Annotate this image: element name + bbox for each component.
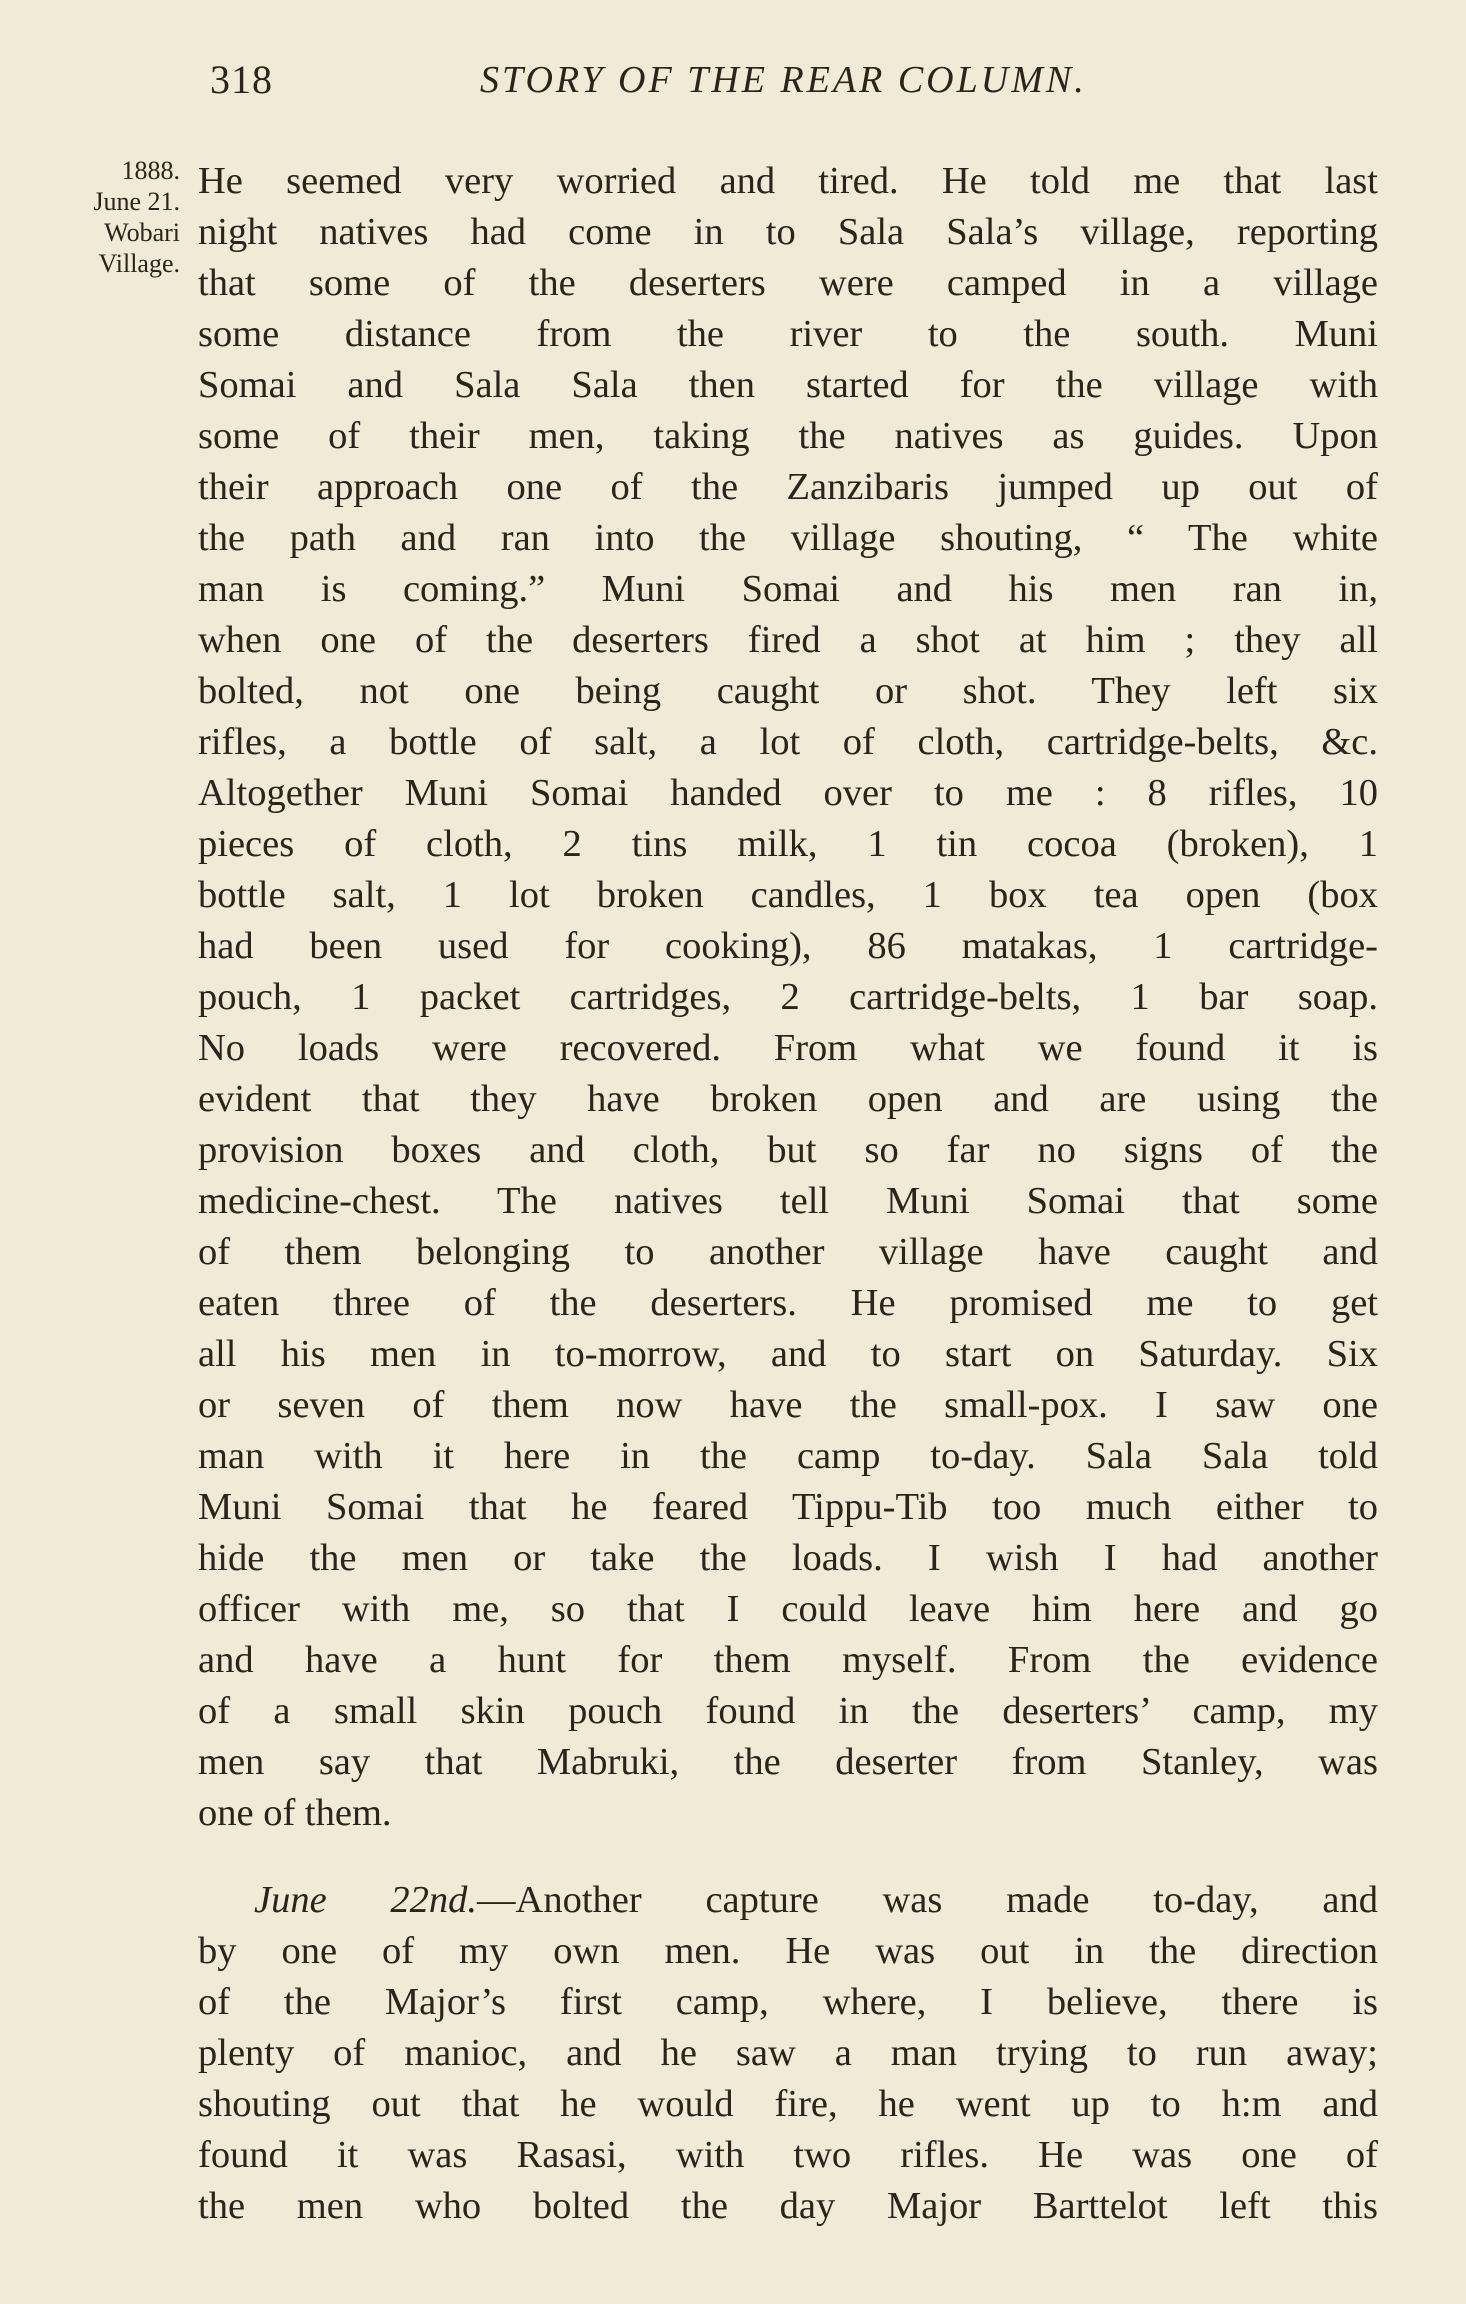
text-line: some of their men, taking the natives as guides. Upon — [198, 415, 1378, 457]
running-head — [210, 55, 1170, 105]
text-line: Altogether Muni Somai handed over to me : 8 rifles, 10 — [198, 772, 1378, 814]
text-line: men say that Mabruki, the deserter from Stanley, was — [198, 1741, 1378, 1783]
text-line — [198, 1875, 1378, 1926]
marginal-date: June 21. — [93, 187, 180, 216]
marginal-place-2: Village. — [98, 249, 180, 278]
text-line: eaten three of the deserters. He promised me to get — [198, 1282, 1378, 1324]
text-line: all his men in to-morrow, and to start on Saturday. Six — [198, 1333, 1378, 1375]
page-number: 318 — [210, 57, 273, 102]
text-line: and have a hunt for them myself. From the evidence — [198, 1639, 1378, 1681]
text-line: hide the men or take the loads. I wish I had another — [198, 1537, 1378, 1579]
body-text — [198, 156, 1378, 2232]
text-line: when one of the deserters fired a shot at him ; they all — [198, 619, 1378, 661]
marginal-note — [40, 155, 180, 279]
text-line: the path and ran into the village shouting, “ The white — [198, 517, 1378, 559]
text-line: man with it here in the camp to-day. Sala Sala told — [198, 1435, 1378, 1477]
text-line: that some of the deserters were camped in a village — [198, 262, 1378, 304]
marginal-year: 1888. — [121, 156, 180, 185]
text-line: of them belonging to another village have caught and — [198, 1231, 1378, 1273]
text-line: bolted, not one being caught or shot. They left six — [198, 670, 1378, 712]
text-line: medicine-chest. The natives tell Muni Somai that some — [198, 1180, 1378, 1222]
text-line: of the Major’s first camp, where, I believe, there is — [198, 1981, 1378, 2023]
text-line: one of them. — [198, 1792, 392, 1834]
marginal-place: Wobari — [104, 218, 180, 247]
text-line: Muni Somai that he feared Tippu-Tib too much either to — [198, 1486, 1378, 1528]
text-line: plenty of manioc, and he saw a man trying to run away; — [198, 2032, 1378, 2074]
text-line: by one of my own men. He was out in the direction — [198, 1930, 1378, 1972]
text-line: bottle salt, 1 lot broken candles, 1 box tea open (box — [198, 874, 1378, 916]
text-line: rifles, a bottle of salt, a lot of cloth, cartridge-belts, &c. — [198, 721, 1378, 763]
text-line: or seven of them now have the small-pox. I saw one — [198, 1384, 1378, 1426]
text-line: He seemed very worried and tired. He told me that last — [198, 160, 1378, 202]
running-title: STORY OF THE REAR COLUMN. — [480, 59, 1087, 101]
text-line: Somai and Sala Sala then started for the village with — [198, 364, 1378, 406]
entry-text: —Another capture was made to-day, and — [477, 1879, 1378, 1921]
text-line: provision boxes and cloth, but so far no signs of the — [198, 1129, 1378, 1171]
text-line: shouting out that he would fire, he went up to h:m and — [198, 2083, 1378, 2125]
text-line: pouch, 1 packet cartridges, 2 cartridge-belts, 1 bar soap. — [198, 976, 1378, 1018]
text-line: officer with me, so that I could leave him here and go — [198, 1588, 1378, 1630]
text-line: of a small skin pouch found in the deserters’ camp, my — [198, 1690, 1378, 1732]
text-line: pieces of cloth, 2 tins milk, 1 tin cocoa (broken), 1 — [198, 823, 1378, 865]
text-line: the men who bolted the day Major Barttelot left this — [198, 2185, 1378, 2227]
entry-date: June 22nd. — [254, 1879, 478, 1921]
paragraph-june-21 — [198, 156, 1378, 1839]
text-line: their approach one of the Zanzibaris jumped up out of — [198, 466, 1378, 508]
text-line: some distance from the river to the south. Muni — [198, 313, 1378, 355]
text-line: had been used for cooking), 86 matakas, 1 cartridge- — [198, 925, 1378, 967]
text-line: found it was Rasasi, with two rifles. He was one of — [198, 2134, 1378, 2176]
text-line: man is coming.” Muni Somai and his men ran in, — [198, 568, 1378, 610]
text-line: evident that they have broken open and are using the — [198, 1078, 1378, 1120]
text-line: night natives had come in to Sala Sala’s village, reporting — [198, 211, 1378, 253]
text-line: No loads were recovered. From what we found it is — [198, 1027, 1378, 1069]
paragraph-june-22 — [198, 1875, 1378, 2232]
